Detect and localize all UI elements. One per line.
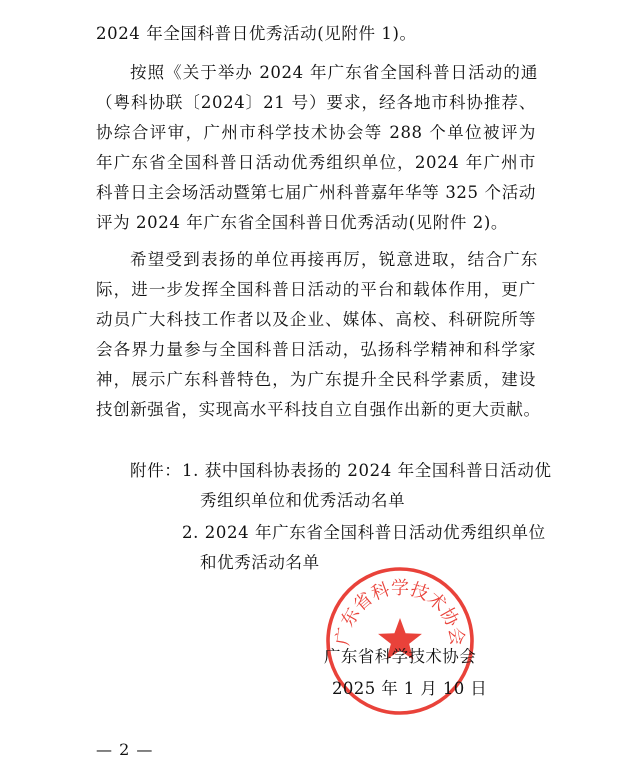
body-line-6: 科普日主会场活动暨第七届广州科普嘉年华等 325 个活动 — [96, 183, 536, 202]
body-line-4: 协综合评审，广州市科学技术协会等 288 个单位被评为 — [96, 123, 536, 142]
attachment-2-line-2: 和优秀活动名单 — [200, 553, 320, 572]
body-line-1: 2024 年全国科普日优秀活动(见附件 1)。 — [96, 24, 417, 43]
body-line-13: 技创新强省，实现高水平科技自立自强作出新的更大贡献。 — [96, 400, 541, 419]
attachment-1-line-2: 秀组织单位和优秀活动名单 — [200, 491, 406, 510]
signature-date: 2025 年 1 月 10 日 — [332, 679, 488, 698]
seal-arc-text: 广东省科学技术协会 — [332, 577, 468, 647]
body-line-7: 评为 2024 年广东省全国科普日优秀活动(见附件 2)。 — [96, 213, 508, 232]
page-number: — 2 — — [96, 740, 154, 759]
body-line-2: 按照《关于举办 2024 年广东省全国科普日活动的通 — [130, 63, 538, 82]
signature-organization: 广东省科学技术协会 — [324, 647, 477, 666]
attachment-1-line-1: 1. 获中国科协表扬的 2024 年全国科普日活动优 — [182, 461, 552, 480]
body-line-12: 神，展示广东科普特色，为广东提升全民科学素质，建设 — [96, 370, 536, 389]
body-line-5: 年广东省全国科普日活动优秀组织单位，2024 年广州市 — [96, 153, 536, 172]
body-line-10: 动员广大科技工作者以及企业、媒体、高校、科研院所等 — [96, 310, 536, 329]
attachment-2-line-1: 2. 2024 年广东省全国科普日活动优秀组织单位 — [182, 523, 546, 542]
body-line-3: （粤科协联〔2024〕21 号）要求，经各地市科协推荐、 — [96, 93, 536, 112]
body-line-9: 际，进一步发挥全国科普日活动的平台和载体作用，更广 — [96, 280, 536, 299]
attachments-label: 附件： — [130, 461, 182, 480]
body-line-8: 希望受到表扬的单位再接再厉，锐意进取，结合广东 — [130, 250, 538, 269]
body-line-11: 会各界力量参与全国科普日活动，弘扬科学精神和科学家 — [96, 340, 536, 359]
